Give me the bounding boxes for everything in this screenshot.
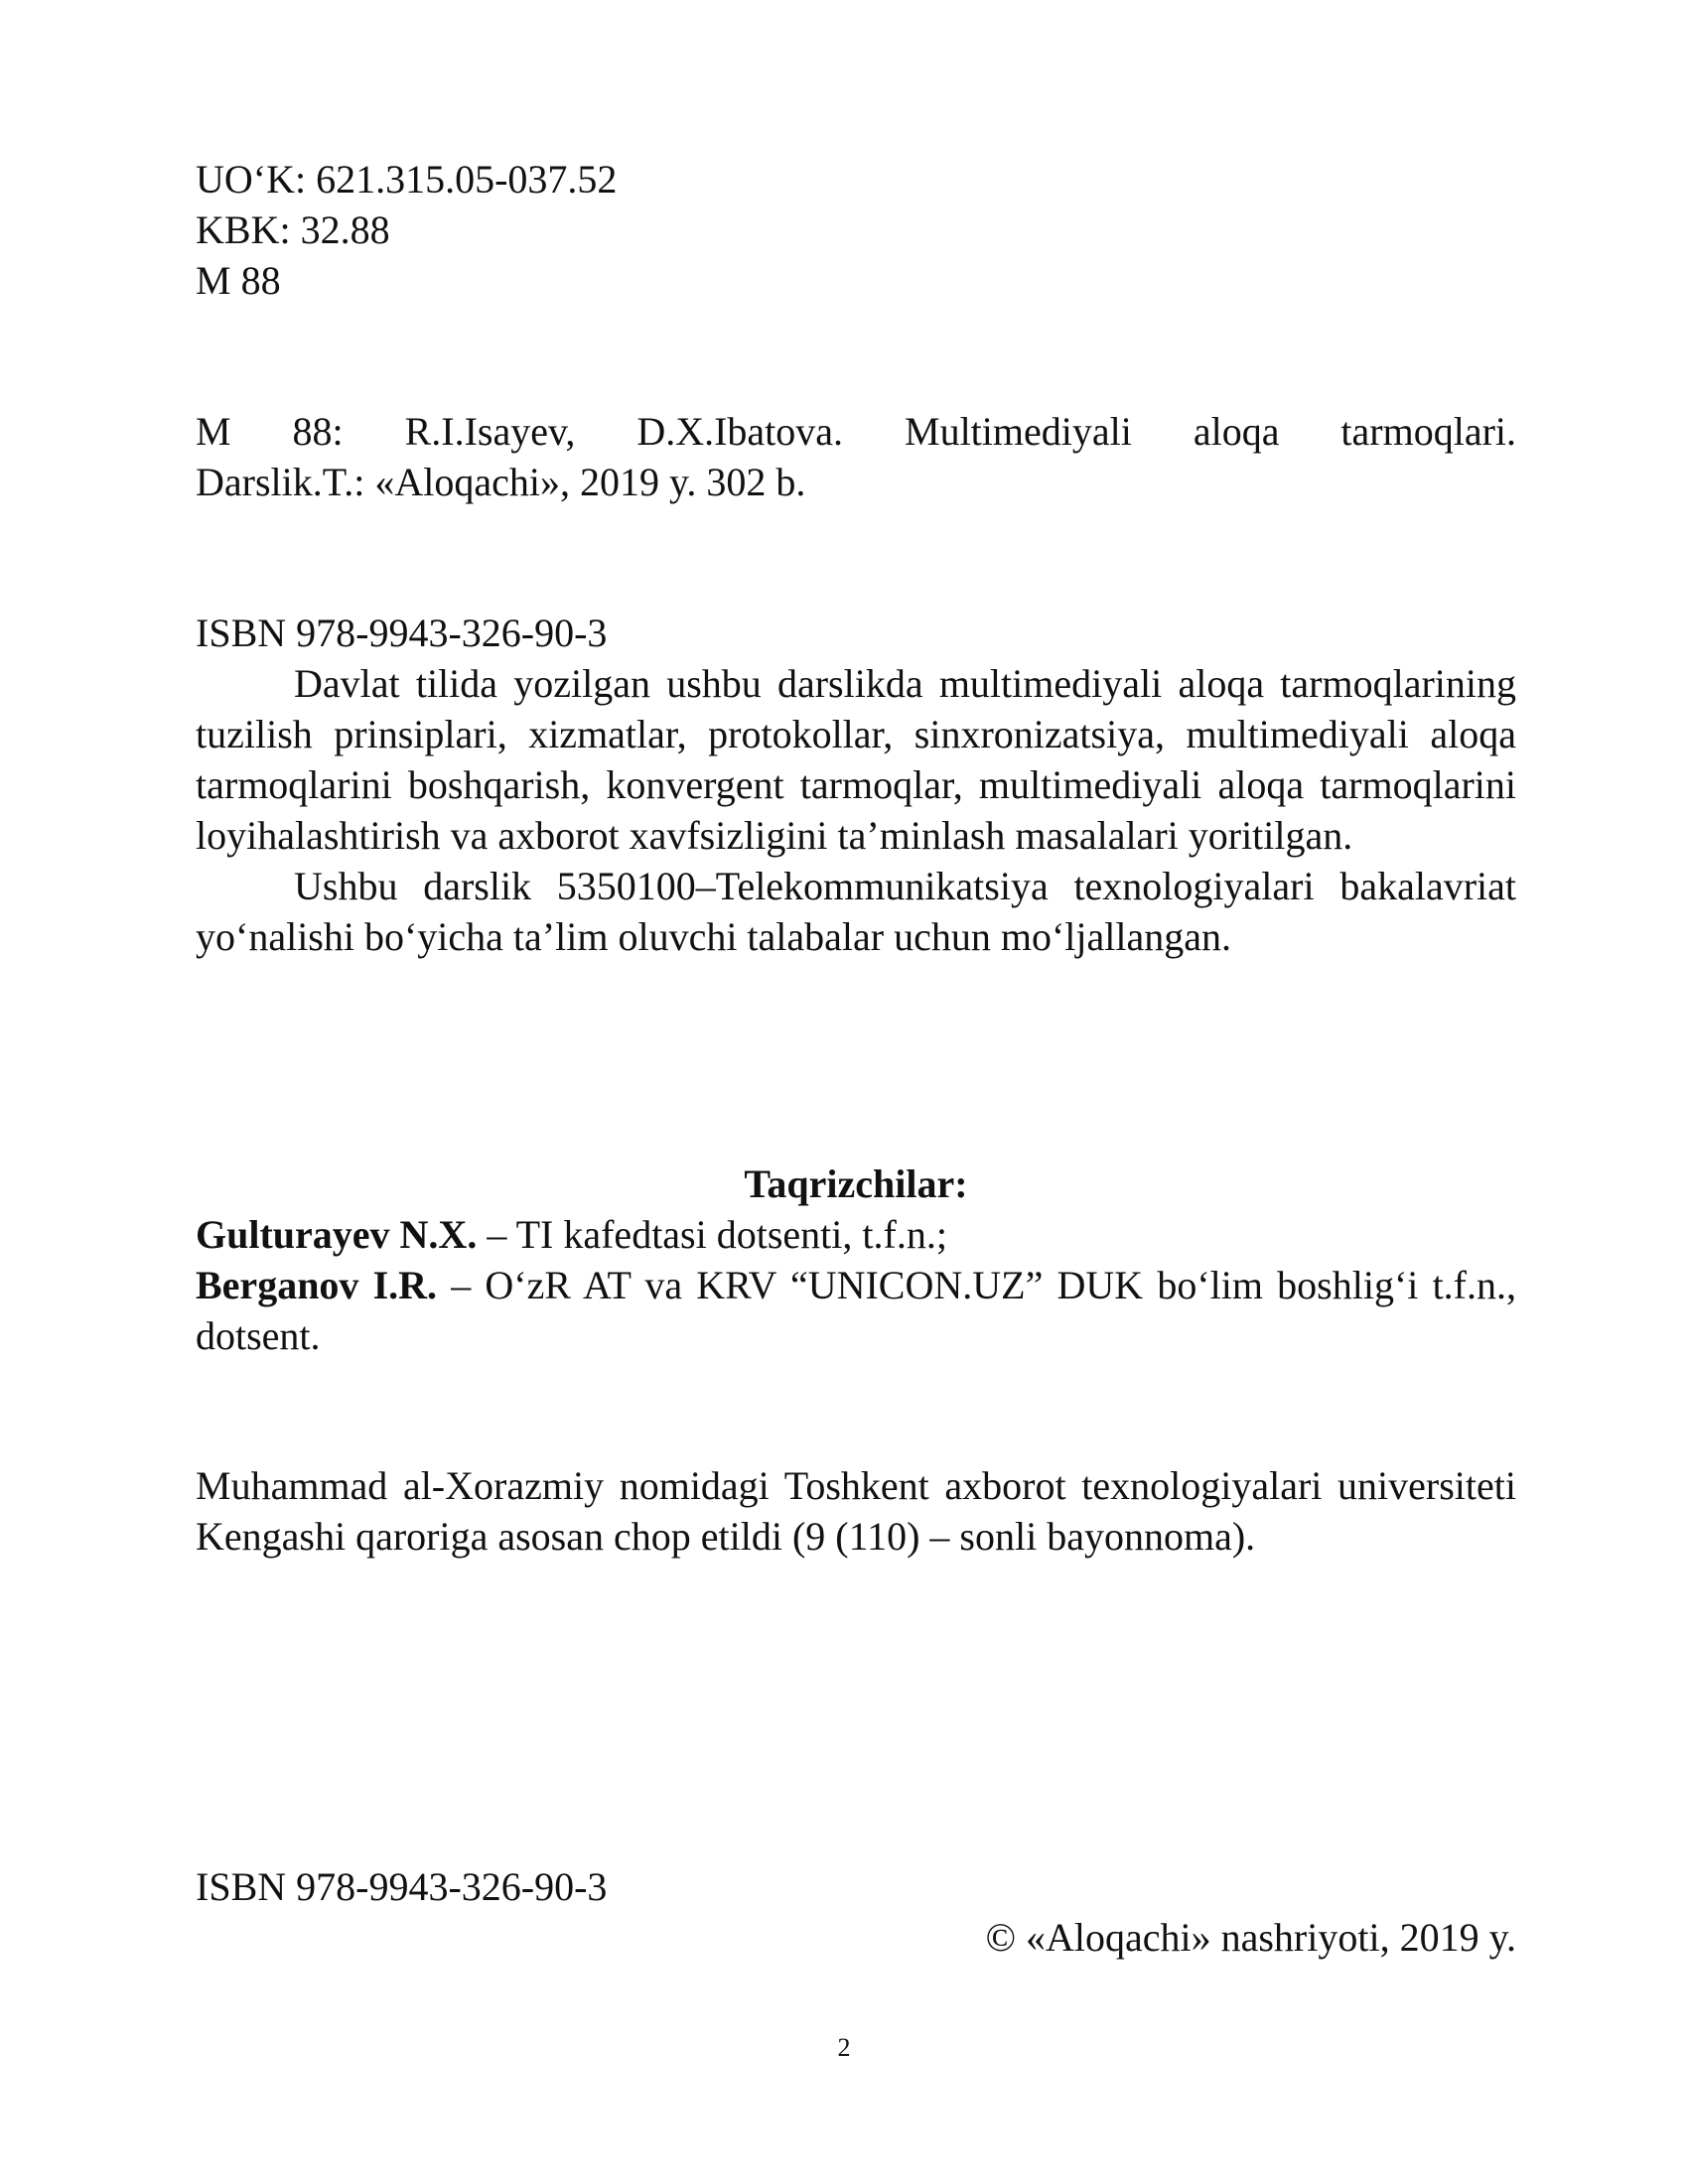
annotation-paragraph-1: Davlat tilida yozilgan ushbu darslikda multimediyali aloqa tarmoqlarining tuzilish prinsiplari, xizmatlar, protokollar, sinxronizatsiya, multimediyali aloqa tarmoqlarini boshqarish, konvergent tarmoqlar, multimediyali aloqa tarmoqlarini loyihalashtirish va axborot xavfsizligini ta’minlash masalalari yoritilgan. bbox=[196, 661, 1516, 858]
annotation-block bbox=[196, 608, 1516, 962]
reviewers-heading: Taqrizchilar: bbox=[744, 1161, 968, 1206]
reviewer-item bbox=[196, 1260, 1516, 1361]
bibliographic-citation bbox=[196, 406, 1516, 507]
reviewer-description: – O‘zR AT va KRV “UNICON.UZ” DUK bo‘lim boshlig‘i t.f.n., dotsent. bbox=[196, 1263, 1517, 1358]
author-mark: M 88 bbox=[196, 258, 281, 303]
reviewer-name: Berganov I.R. bbox=[196, 1263, 438, 1307]
isbn-bottom: ISBN 978-9943-326-90-3 bbox=[196, 1864, 608, 1909]
copyright-notice: © «Aloqachi» nashriyoti, 2019 y. bbox=[985, 1915, 1516, 1960]
classification-codes bbox=[196, 154, 1516, 306]
citation-line-1: M 88: R.I.Isayev, D.X.Ibatova. Multimediyali aloqa tarmoqlari. bbox=[196, 409, 1516, 454]
page-number: 2 bbox=[837, 2033, 851, 2062]
udk-code: UO‘K: 621.315.05-037.52 bbox=[196, 157, 618, 202]
isbn-top: ISBN 978-9943-326-90-3 bbox=[196, 611, 608, 655]
reviewer-name: Gulturayev N.X. bbox=[196, 1212, 478, 1257]
approval-note: Muhammad al-Xorazmiy nomidagi Toshkent axborot texnologiyalari universiteti Kengashi qaroriga asosan chop etildi (9 (110) – sonli bayonnoma). bbox=[196, 1463, 1516, 1559]
annotation-paragraph-2: Ushbu darslik 5350100–Telekommunikatsiya texnologiyalari bakalavriat yo‘nalishi bo‘yicha ta’lim oluvchi talabalar uchun mo‘ljallangan. bbox=[196, 864, 1516, 959]
reviewer-item bbox=[196, 1209, 1516, 1260]
reviewer-description: – TI kafedtasi dotsenti, t.f.n.; bbox=[477, 1212, 947, 1257]
citation-line-2: Darslik.T.: «Aloqachi», 2019 y. 302 b. bbox=[196, 460, 806, 504]
reviewers-block bbox=[196, 1159, 1516, 1361]
bbk-code: KBK: 32.88 bbox=[196, 207, 390, 252]
